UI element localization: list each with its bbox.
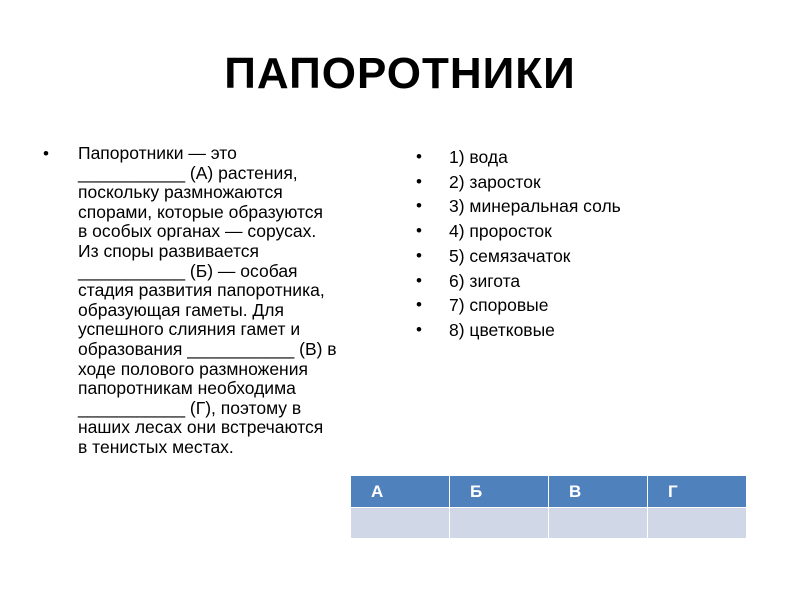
bullet-icon: •: [416, 270, 422, 290]
bullet-icon: •: [416, 147, 422, 166]
answer-header-a: А: [351, 476, 450, 508]
option-item: [413, 293, 743, 318]
option-label: 1) вода: [449, 147, 508, 167]
bullet-icon: •: [416, 196, 422, 216]
answer-header-g: Г: [648, 476, 747, 508]
bullet-icon: •: [416, 245, 422, 265]
answer-table: [350, 475, 747, 539]
task-text-column: [40, 144, 390, 458]
answer-cell-g[interactable]: [648, 508, 747, 539]
answer-options-list: [413, 145, 743, 343]
option-label: 5) семязачаток: [449, 245, 571, 266]
option-item: [413, 170, 743, 195]
option-item: [413, 244, 743, 269]
answer-cell-a[interactable]: [351, 508, 450, 539]
option-label: 7) споровые: [449, 295, 549, 316]
bullet-icon: •: [416, 295, 422, 315]
answer-header-b: Б: [450, 476, 549, 508]
option-item: [413, 219, 743, 244]
bullet-icon: •: [416, 171, 422, 191]
bullet-icon: •: [43, 144, 49, 163]
option-item: [413, 145, 743, 170]
task-paragraph: Папоротники — это ___________ (А) растения, поскольку размножаются спорами, которые образуются в особых органах — сорусах. Из споры развивается ___________ (Б) — особая стадия развития папоротника, образующая гаметы. Для успешного слияния гамет и образования ___________ (В) в ходе полового размножения папоротникам необходима ___________ (Г), поэтому в наших лесах они встречаются в тенистых местах.: [78, 143, 337, 457]
option-item: [413, 194, 743, 219]
answer-cell-b[interactable]: [450, 508, 549, 539]
slide-title: ПАПОРОТНИКИ: [224, 49, 576, 98]
option-label: 4) проросток: [449, 221, 552, 242]
bullet-icon: •: [416, 221, 422, 241]
option-label: 3) минеральная соль: [449, 196, 621, 217]
answer-header-v: В: [549, 476, 648, 508]
option-label: 6) зигота: [449, 270, 521, 291]
option-label: 2) заросток: [449, 171, 541, 192]
option-item: [413, 318, 743, 343]
task-paragraph-item: [40, 144, 390, 458]
option-label: 8) цветковые: [449, 319, 555, 340]
answer-table-row: [351, 508, 747, 539]
answer-table-header-row: [351, 476, 747, 508]
answer-cell-v[interactable]: [549, 508, 648, 539]
option-item: [413, 269, 743, 294]
bullet-icon: •: [416, 319, 422, 339]
